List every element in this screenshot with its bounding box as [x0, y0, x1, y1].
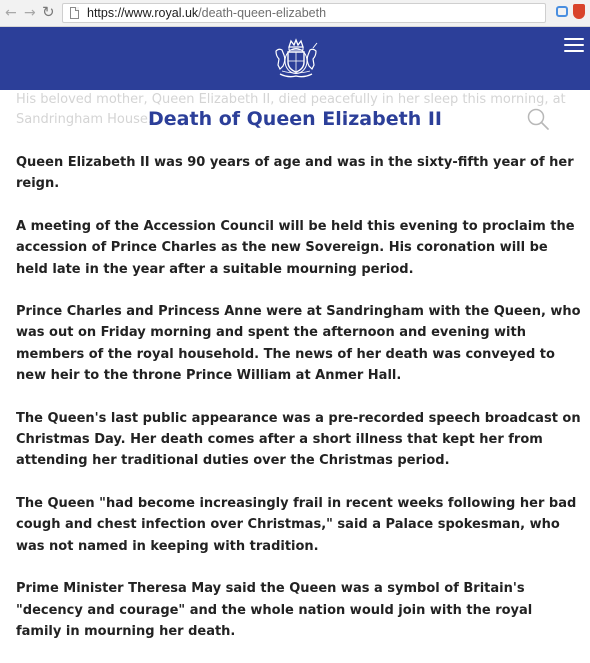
reload-icon[interactable]: ↻ [42, 3, 55, 21]
browser-toolbar [0, 0, 590, 27]
forward-arrow-icon[interactable]: → [24, 5, 36, 21]
extension-icon[interactable] [573, 4, 585, 19]
hamburger-menu-icon[interactable] [564, 38, 584, 52]
page-title: Death of Queen Elizabeth II [148, 108, 442, 130]
article-paragraph: Prince Charles and Princess Anne were at Sandringham with the Queen, who was out on Friday morning and spent the afternoon and evening with members of the royal household. The news of her death was conveyed to new heir to the throne Prince William at Anmer Hall. [16, 304, 581, 384]
site-header [0, 27, 590, 90]
url-path: /death-queen-elizabeth [198, 6, 327, 20]
article-body [16, 152, 581, 663]
address-bar[interactable] [62, 3, 546, 23]
search-icon[interactable] [526, 107, 550, 131]
article-paragraph: Queen Elizabeth II was 90 years of age and was in the sixty-fifth year of her reign. [16, 155, 574, 192]
extension-icon[interactable] [556, 6, 568, 17]
article-paragraph: A meeting of the Accession Council will be held this evening to proclaim the accession of Prince Charles as the new Sovereign. His coronation will be held late in the year after a suitable mourning period. [16, 218, 575, 277]
article-paragraph: The Queen "had become increasingly frail in recent weeks following her bad cough and chest infection over Christmas," said a Palace spokesman, who was not named in keeping with tradition. [16, 495, 577, 554]
url-host: https://www.royal.uk [87, 6, 199, 20]
url-text[interactable] [87, 6, 326, 20]
hidden-intro-text: His beloved mother, Queen Elizabeth II, died peacefully in her sleep this morning, at Sandringham House. [16, 92, 566, 127]
page-icon [70, 7, 79, 19]
back-arrow-icon[interactable]: ← [5, 5, 17, 21]
article-paragraph: Prime Minister Theresa May said the Queen was a symbol of Britain's "decency and courage" and the whole nation would join with the royal family in mourning her death. [16, 581, 533, 639]
royal-coat-of-arms[interactable] [272, 38, 320, 80]
article-paragraph: The Queen's last public appearance was a pre-recorded speech broadcast on Christmas Day. Her death comes after a short illness that kept her from attending her traditional duties over the Christmas period. [16, 410, 581, 469]
